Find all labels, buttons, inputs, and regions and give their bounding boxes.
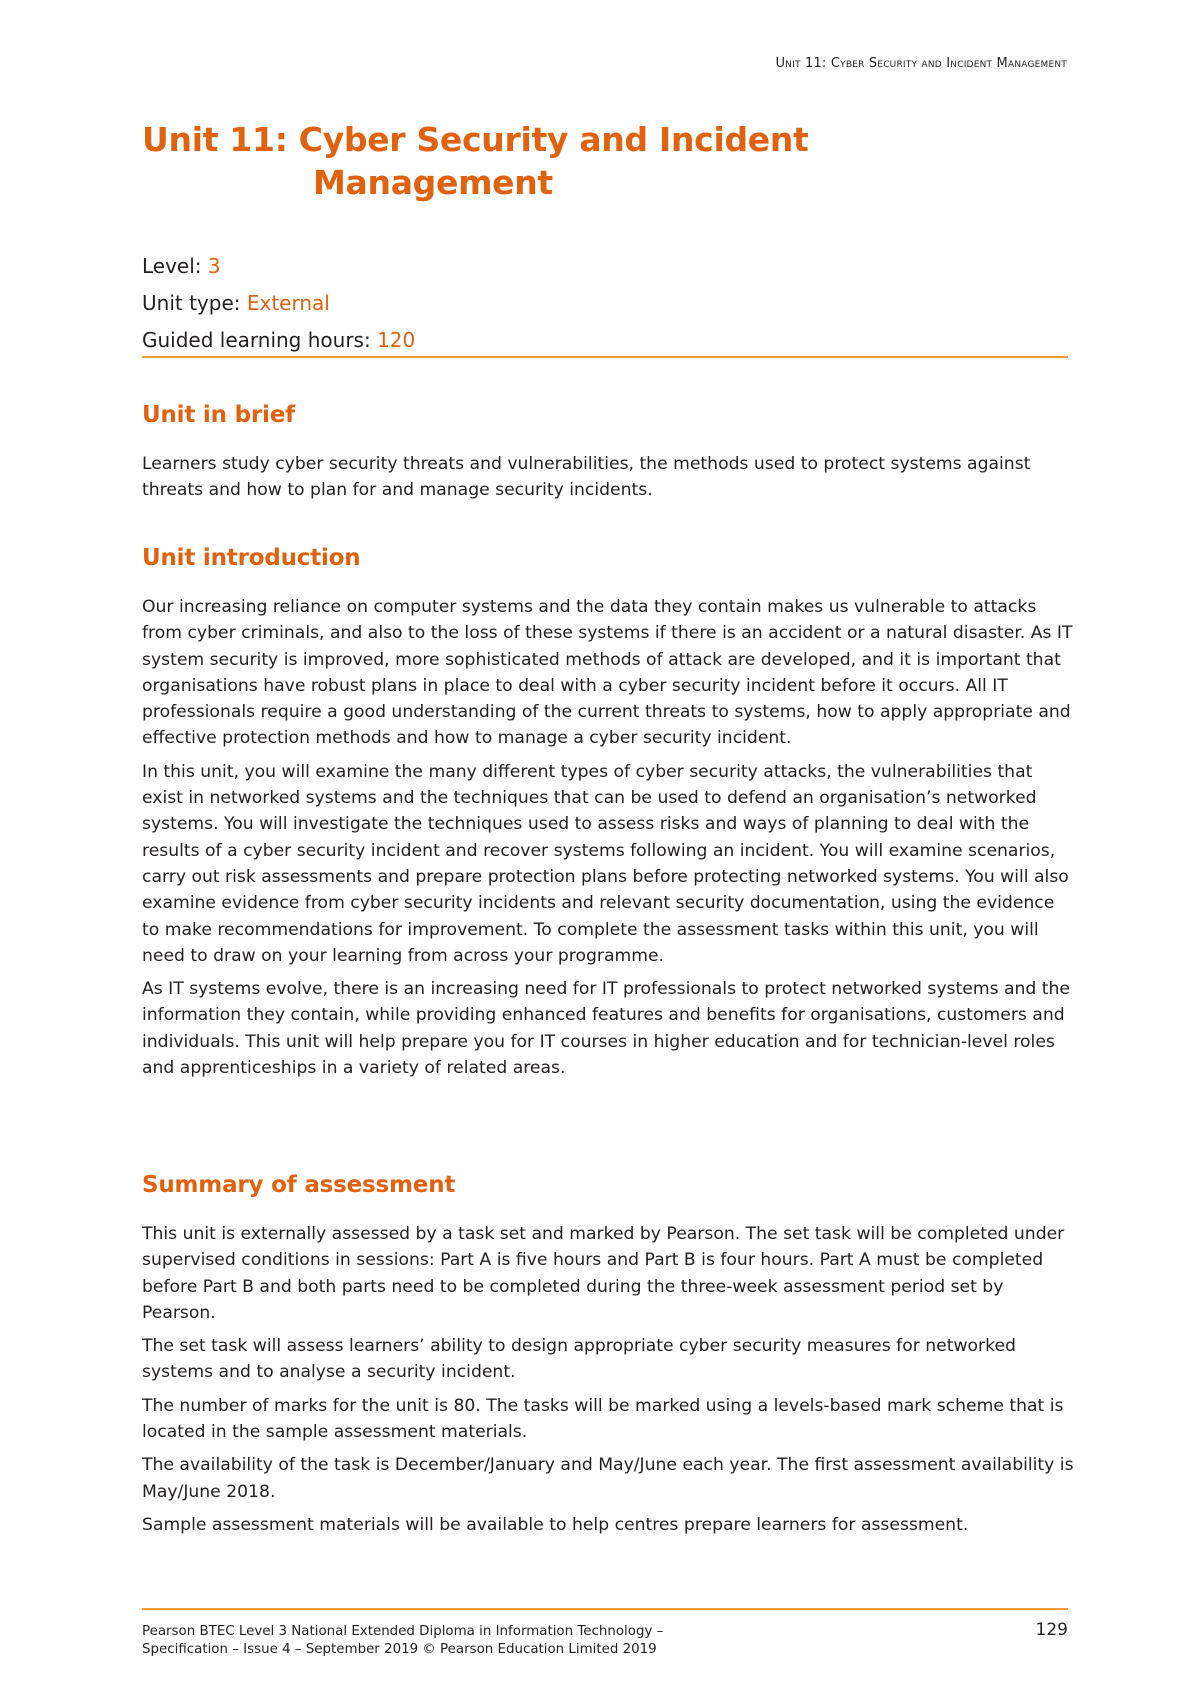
level-value: 3 [207,254,221,278]
paragraph: Learners study cyber security threats and vulnerabilities, the methods used to protect systems against threats and how to plan for and manage security incidents. [142,454,1031,501]
glh-label: Guided learning hours: [142,328,378,352]
paragraph: As IT systems evolve, there is an increasing need for IT professionals to protect networked systems and the information they contain, while providing enhanced features and benefits for organisations, customers and individuals. This unit will help prepare you for IT courses in higher education and for technician-level roles and apprenticeships in a variety of related areas. [142,979,1070,1079]
running-header: Unit 11: Cyber Security and Incident Management [775,56,1067,71]
unit-title-line-1: Unit 11: Cyber Security and Incident [142,120,809,159]
summary-of-assessment-heading: Summary of assessment [142,1172,456,1198]
unit-in-brief-text [142,451,1077,511]
page-number: 129 [1035,1620,1068,1640]
unit-in-brief-heading: Unit in brief [142,402,295,428]
paragraph: The availability of the task is December/January and May/June each year. The first assessment availability is May/June 2018. [142,1455,1074,1502]
level-row [142,252,415,289]
unit-metadata [142,252,415,363]
metadata-divider [142,356,1068,358]
footer-divider [142,1608,1068,1610]
unit-introduction-text [142,594,1077,1088]
paragraph: The set task will assess learners’ ability to design appropriate cyber security measures for networked systems and to analyse a security incident. [142,1336,1016,1383]
unit-type-label: Unit type: [142,291,247,315]
unit-title-line-2: Management [313,163,553,202]
unit-introduction-heading: Unit introduction [142,545,361,571]
level-label: Level: [142,254,208,278]
paragraph: The number of marks for the unit is 80. The tasks will be marked using a levels-based mark scheme that is located in the sample assessment materials. [142,1395,1064,1443]
paragraph: Our increasing reliance on computer systems and the data they contain makes us vulnerable to attacks from cyber criminals, and also to the loss of these systems if there is an accident or a natural disaster. As IT system security is improved, more sophisticated methods of attack are developed, and it is important that organisations have robust plans in place to deal with a cyber security incident before it occurs. All IT professionals require a good understanding of the current threats to systems, how to apply appropriate and effective protection methods and how to manage a cyber security incident. [142,597,1073,749]
paragraph: Sample assessment materials will be available to help centres prepare learners for assessment. [142,1514,969,1535]
page-footer [142,1620,1068,1659]
footer-line-1: Pearson BTEC Level 3 National Extended Diploma in Information Technology – [142,1624,664,1639]
footer-line-2: Specification – Issue 4 – September 2019 © Pearson Education Limited 2019 [142,1642,657,1657]
paragraph: In this unit, you will examine the many different types of cyber security attacks, the vulnerabilities that exist in networked systems and the techniques that can be used to defend an organisation’s networked systems. You will investigate the techniques used to assess risks and ways of planning to deal with the results of a cyber security incident and recover systems following an incident. You will examine scenarios, carry out risk assessments and prepare protection plans before protecting networked systems. You will also examine evidence from cyber security incidents and relevant security documentation, using the evidence to make recommendations for improvement. To complete the assessment tasks within this unit, you will need to draw on your learning from across your programme. [142,761,1069,966]
unit-type-value: External [246,291,330,315]
summary-of-assessment-text [142,1221,1077,1545]
paragraph: This unit is externally assessed by a task set and marked by Pearson. The set task will be completed under supervised conditions in sessions: Part A is five hours and Part B is four hours. Part A must be completed before Part B and both parts need to be completed during the three-week assessment period set by Pearson. [142,1224,1065,1323]
glh-value: 120 [377,328,416,352]
unit-title [142,118,809,204]
unit-type-row [142,289,415,326]
